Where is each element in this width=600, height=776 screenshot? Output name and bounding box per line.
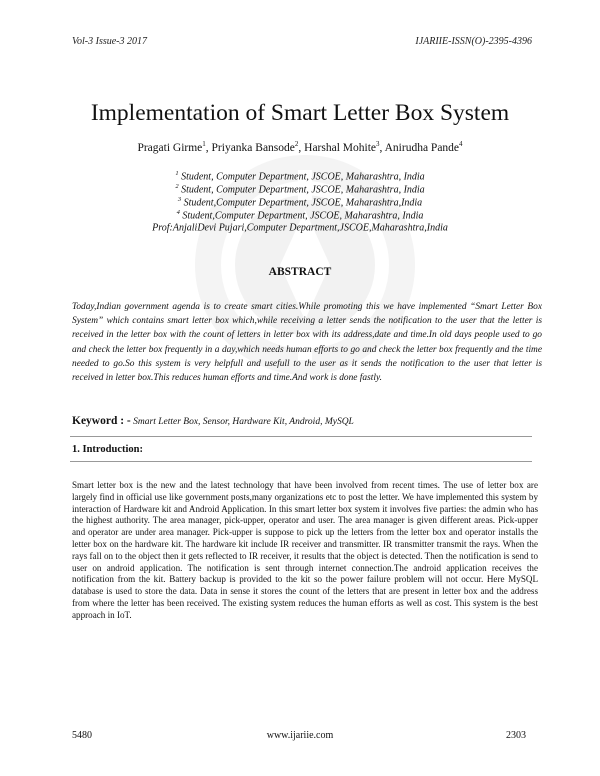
section-heading: 1. Introduction: <box>72 444 143 455</box>
keywords-line <box>72 415 542 427</box>
affiliation-line <box>0 219 600 234</box>
author-separator: , <box>379 141 385 154</box>
author-name: Pragati Girme <box>137 141 203 154</box>
author-name: Priyanka Bansode <box>211 141 295 154</box>
page-number-right: 2303 <box>506 730 526 741</box>
keywords-label: Keyword : - <box>72 415 131 427</box>
affiliation-text: Student, Computer Department, JSCOE, Maharashtra, India <box>178 184 425 196</box>
keywords-text: Smart Letter Box, Sensor, Hardware Kit, Android, MySQL <box>130 417 354 427</box>
author-marker: 1 <box>202 140 206 148</box>
section-divider <box>70 436 532 437</box>
author-separator: , <box>298 141 305 154</box>
author-marker: 2 <box>294 140 299 148</box>
journal-volume: Vol-3 Issue-3 2017 <box>72 36 147 47</box>
affiliation-text: Prof:AnjaliDevi Pujari,Computer Department,JSCOE,Maharashtra,India <box>152 222 448 234</box>
author-name: Anirudha Pande <box>384 141 460 154</box>
journal-url: www.ijariie.com <box>266 730 334 741</box>
introduction-body: Smart letter box is the new and the latest technology that have been involved from recent times. The use of letter box are largely find in official use like government posts,many organizations etc to post the letter. We have implemented this system by interaction of Hardware kit and Android Application. In this smart letter box system it involves five parties: the admin who has the highest authority. The area manager, pick-upper, operator and user. The area manager is given different areas. Pick-upper and operator are under area manager. Pick-upper is suppose to pick up the letters from the letter box and operator installs the letter box on the hardware kit. The hardware kit include IR receiver and transmitter. IR transmitter transmit the rays. When the rays fall on to the object then it gets reflected to IR receiver, it results that the object is detected. Then the notification is send to user on android application. The notification is sent through internet connection.The android application receives the notification from the kit. Battery backup is provided to the kit so the power failure problem will not occur. Here MySQL database is used to store the data. Data in sense it stores the count of the letters that are present in letter box and the address from where the letter has been received. The existing system reduces the human efforts as well as cost. This system is the best approach in IoT. <box>72 480 538 620</box>
affiliation-marker: 4 <box>176 209 180 216</box>
author-name: Harshal Mohite <box>304 141 376 154</box>
abstract-heading: ABSTRACT <box>268 266 332 278</box>
affiliation-text: Student,Computer Department, JSCOE, Maharashtra,India <box>181 197 423 209</box>
affiliation-marker: 1 <box>175 170 179 177</box>
author-separator: , <box>205 141 212 154</box>
author-marker: 4 <box>459 140 463 148</box>
affiliation-marker: 2 <box>175 183 179 190</box>
paper-title: Implementation of Smart Letter Box System <box>90 100 510 126</box>
affiliation-text: Student,Computer Department, JSCOE, Maharashtra, India <box>179 210 424 222</box>
author-marker: 3 <box>376 140 380 148</box>
section-divider <box>70 461 532 462</box>
author-list <box>0 140 600 154</box>
page-number-left: 5480 <box>72 730 92 741</box>
journal-issn: IJARIIE-ISSN(O)-2395-4396 <box>415 36 532 47</box>
affiliation-text: Student, Computer Department, JSCOE, Maharashtra, India <box>178 171 425 183</box>
abstract-body: Today,Indian government agenda is to create smart cities.While promoting this we have implemented “Smart Letter Box System” which contains smart letter box which,while receiving a letter sends the notification to the user that the letter is received in the letter box with the count of letters in letter box with its address,date and time.In old days people used to go and check the letter box frequently in a day,which needs human efforts to go and check the letter box frequently and the time needed to go.So this system is very helpfull and usefull to the user as it sends the notification to the user that letter is received in letter box.This reduces human efforts and time.And work is done fastly. <box>72 302 542 384</box>
affiliation-marker: 3 <box>177 196 182 203</box>
